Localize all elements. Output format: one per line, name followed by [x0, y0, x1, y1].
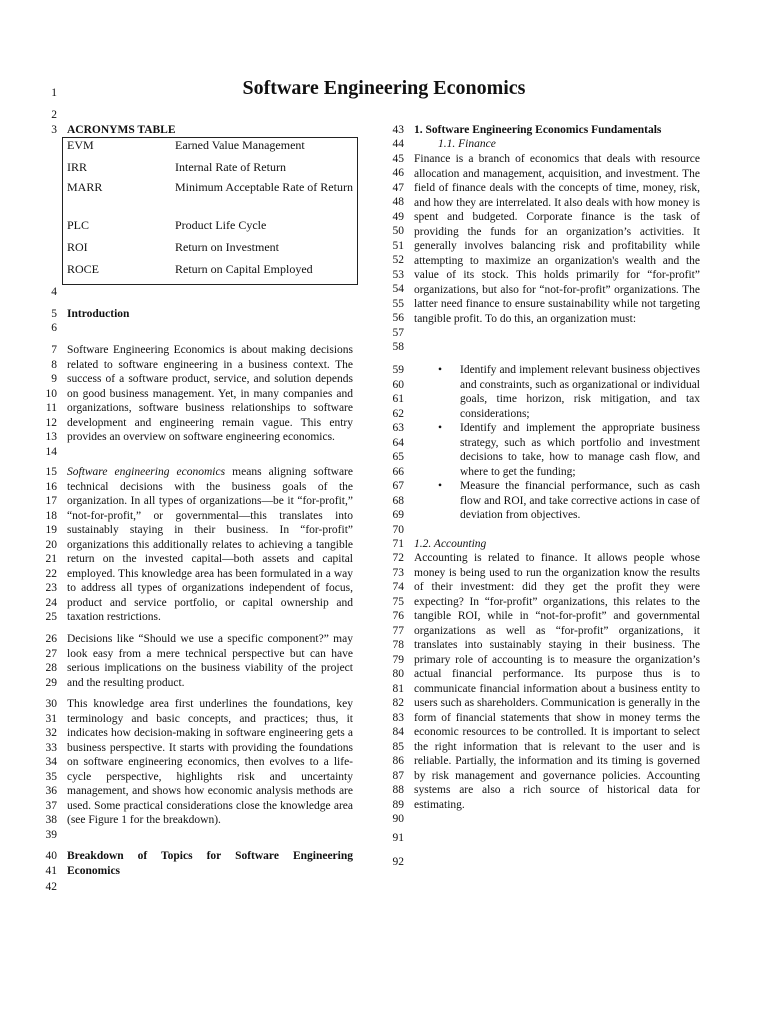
- line-number: 61: [392, 393, 404, 405]
- line-number: 47: [392, 182, 404, 194]
- line-number: 80: [392, 668, 404, 680]
- line-number: 64: [392, 437, 404, 449]
- line-number: 21: [45, 553, 57, 565]
- line-number: 70: [392, 524, 404, 536]
- line-number: 29: [45, 677, 57, 689]
- line-number: 6: [51, 322, 57, 334]
- line-number: 15: [45, 466, 57, 478]
- intro-paragraph-4: This knowledge area first underlines the foundations, key terminology and basic concepts, and practices; thus, it indicates how decision-making in software engineering gets a business perspective. It starts with providing the foundations on software engineering economics, then evolves to a life-cycle perspective, highlights risk and uncertainty management, and shows how economic analysis methods are used. Some practical considerations close the knowledge area (see Figure 1 for the breakdown).: [67, 698, 353, 826]
- line-number: 91: [392, 832, 404, 844]
- acronym-abbr: ROI: [67, 240, 88, 254]
- line-number: 44: [392, 138, 404, 150]
- acronym-abbr: MARR: [67, 180, 103, 194]
- line-number: 89: [392, 799, 404, 811]
- acronym-full: Internal Rate of Return: [175, 160, 286, 174]
- line-number: 3: [51, 124, 57, 136]
- line-number: 22: [45, 568, 57, 580]
- line-number: 48: [392, 196, 404, 208]
- line-number: 49: [392, 211, 404, 223]
- line-number: 35: [45, 771, 57, 783]
- line-number: 69: [392, 509, 404, 521]
- acronym-full: Return on Investment: [175, 240, 279, 254]
- line-number: 31: [45, 713, 57, 725]
- line-number: 58: [392, 341, 404, 353]
- line-number: 19: [45, 524, 57, 536]
- line-number: 62: [392, 408, 404, 420]
- line-number: 24: [45, 597, 57, 609]
- intro-paragraph-2-text: means aligning software technical decisions with the business goals of the organization. In all types of organizations—be it “for-profit,” “not-for-profit,” or governmental—this translates into sustainably staying in their business. In “for-profit” organizations this additionally relates to achieving a tangible return on the invested capital—both assets and capital employed. This knowledge area has been formulated in a way to address all types of organizations independent of focus, product and service portfolio, or capital ownership and taxation restrictions.: [67, 466, 353, 623]
- line-number: 71: [392, 538, 404, 550]
- line-number: 2: [51, 109, 57, 121]
- acronym-full: Minimum Acceptable Rate of Return: [175, 180, 353, 194]
- line-number: 66: [392, 466, 404, 478]
- line-number: 40: [45, 850, 57, 862]
- line-number: 32: [45, 727, 57, 739]
- line-number: 52: [392, 254, 404, 266]
- line-number: 56: [392, 312, 404, 324]
- line-number: 90: [392, 813, 404, 825]
- finance-bullet-item: • Identify and implement the appropriate business strategy, such as which portfolio and investment decisions to take, how to manage cash flow, and where to get the funding;: [438, 421, 700, 479]
- line-number: 16: [45, 481, 57, 493]
- acronyms-table: [62, 137, 358, 285]
- line-number: 67: [392, 480, 404, 492]
- page-title: Software Engineering Economics: [242, 77, 526, 99]
- acronym-abbr: PLC: [67, 218, 90, 232]
- line-number: 78: [392, 639, 404, 651]
- acronym-full: Return on Capital Employed: [175, 262, 313, 276]
- line-number: 25: [45, 611, 57, 623]
- acronym-full: Product Life Cycle: [175, 218, 267, 232]
- line-number: 53: [392, 269, 404, 281]
- line-number: 51: [392, 240, 404, 252]
- line-number: 43: [392, 124, 404, 136]
- line-number: 8: [51, 359, 57, 371]
- line-number: 79: [392, 654, 404, 666]
- line-number: 42: [45, 881, 57, 893]
- finance-bullet-item: • Measure the financial performance, such as cash flow and ROI, and take corrective actions in case of deviation from objectives.: [438, 479, 700, 523]
- acronym-full: Earned Value Management: [175, 138, 305, 152]
- line-number: 23: [45, 582, 57, 594]
- line-number: 50: [392, 225, 404, 237]
- line-number: 83: [392, 712, 404, 724]
- line-number: 1: [51, 87, 57, 99]
- acronym-abbr: ROCE: [67, 262, 100, 276]
- line-number: 17: [45, 495, 57, 507]
- intro-heading: Introduction: [67, 308, 130, 320]
- line-number: 4: [51, 286, 57, 298]
- line-number: 33: [45, 742, 57, 754]
- intro-paragraph-3: Decisions like “Should we use a specific component?” may look easy from a mere technical perspective but can have serious implications on the business viability of the project and the resulting product.: [67, 633, 353, 689]
- accounting-paragraph: Accounting is related to finance. It allows people whose money is being used to run the organization know the results of their investment: did they get the profit they were expecting? In “for-profit” organizations, this relates to the tangible ROI, while in “not-for-profit” and governmental organizations as well as “for-profit” organizations, it translates into sustainably staying in their business. The primary role of accounting is to measure the organization’s actual financial performance. Its purpose thus is to communicate financial information about a business entity to users such as shareholders. Communication is generally in the form of financial statements that show in money terms the economic resources to be controlled. It is important to select the right information that is relevant to the user and is reliable. Partially, the information and its timing is governed by risk management and governance policies. Accounting systems are also a rich source of historical data for estimating.: [414, 552, 700, 811]
- intro-paragraph-1: Software Engineering Economics is about making decisions related to software engineering in a business context. The success of a software product, service, and solution depends on good business management. Yet, in many companies and organizations, software business relationships to software development and engineering remain vague. This entry provides an overview on software engineering economics.: [67, 344, 353, 443]
- line-number: 86: [392, 755, 404, 767]
- line-number: 60: [392, 379, 404, 391]
- line-number: 63: [392, 422, 404, 434]
- line-number: 72: [392, 552, 404, 564]
- section1-heading: 1. Software Engineering Economics Fundamentals: [414, 124, 662, 136]
- line-number: 26: [45, 633, 57, 645]
- line-number: 92: [392, 856, 404, 868]
- line-number: 65: [392, 451, 404, 463]
- subsection-finance-heading: 1.1. Finance: [438, 138, 496, 150]
- subsection-accounting-heading: 1.2. Accounting: [414, 538, 487, 550]
- acronyms-heading: ACRONYMS TABLE: [67, 124, 176, 136]
- line-number: 38: [45, 814, 57, 826]
- finance-paragraph: Finance is a branch of economics that deals with resource allocation and management, acquisition, and investment. The field of finance deals with the concepts of time, money, risk, and how they are interrelated. It also deals with how money is spent and budgeted. Corporate finance is the task of providing the funds for an organization’s activities. It generally involves balancing risk and profitability while attempting to maximize an organization's wealth and the value of its stock. This holds primarily for “for-profit” organizations, but also for “not-for-profit” organizations. The latter need finance to ensure sustainability while not targeting tangible profit. To do this, an organization must:: [414, 153, 700, 325]
- line-number: 37: [45, 800, 57, 812]
- line-number: 74: [392, 581, 404, 593]
- line-number: 18: [45, 510, 57, 522]
- line-number: 76: [392, 610, 404, 622]
- line-number: 20: [45, 539, 57, 551]
- line-number: 14: [45, 446, 57, 458]
- line-number: 55: [392, 298, 404, 310]
- line-number: 28: [45, 662, 57, 674]
- line-number: 84: [392, 726, 404, 738]
- term-sw-eng-econ: Software engineering economics: [67, 466, 226, 478]
- intro-paragraph-2: [67, 465, 353, 625]
- line-number: 10: [45, 388, 57, 400]
- line-number: 27: [45, 648, 57, 660]
- line-number: 13: [45, 431, 57, 443]
- line-number: 54: [392, 283, 404, 295]
- line-number: 85: [392, 741, 404, 753]
- line-number: 59: [392, 364, 404, 376]
- line-number: 46: [392, 167, 404, 179]
- line-number: 73: [392, 567, 404, 579]
- line-number: 7: [51, 344, 57, 356]
- acronym-abbr: EVM: [67, 138, 94, 152]
- acronym-abbr: IRR: [67, 160, 88, 174]
- line-number: 41: [45, 865, 57, 877]
- finance-bullet-list: [438, 363, 700, 523]
- line-number: 39: [45, 829, 57, 841]
- line-number: 5: [51, 308, 57, 320]
- line-number: 82: [392, 697, 404, 709]
- line-number: 11: [45, 402, 57, 414]
- line-number: 87: [392, 770, 404, 782]
- line-number: 36: [45, 785, 57, 797]
- finance-bullet-item: • Identify and implement relevant business objectives and constraints, such as organizational or individual goals, time horizon, risk mitigation, and tax considerations;: [438, 363, 700, 421]
- line-number: 30: [45, 698, 57, 710]
- line-number: 45: [392, 153, 404, 165]
- line-number: 57: [392, 327, 404, 339]
- line-number: 68: [392, 495, 404, 507]
- line-number: 9: [51, 373, 57, 385]
- line-number: 34: [45, 756, 57, 768]
- line-number: 77: [392, 625, 404, 637]
- line-number: 81: [392, 683, 404, 695]
- line-number: 88: [392, 784, 404, 796]
- line-number: 75: [392, 596, 404, 608]
- breakdown-heading: Breakdown of Topics for Software Engineering Economics: [67, 850, 353, 877]
- line-number: 12: [45, 417, 57, 429]
